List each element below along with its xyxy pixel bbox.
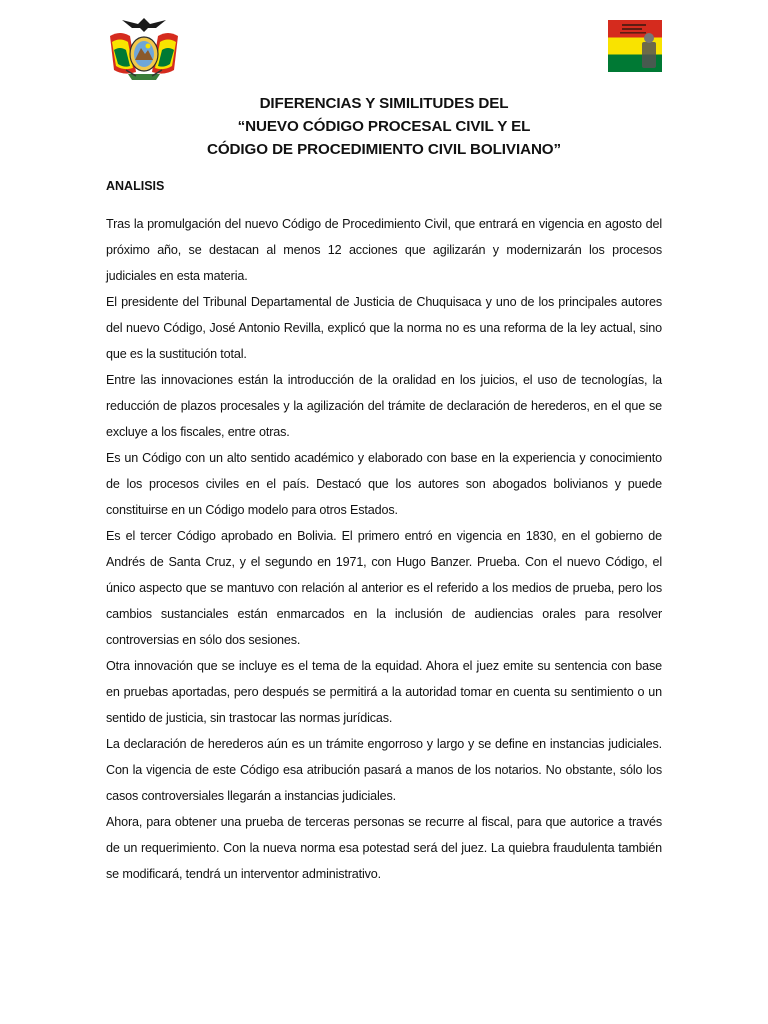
paragraph: Otra innovación que se incluye es el tema de la equidad. Ahora el juez emite su sentencia con base en pruebas aportadas, pero después se permitirá a la autoridad tomar en cuenta su sentimiento o un sentido de justicia, sin trastocar las normas jurídicas. [106,659,662,725]
title-line: “NUEVO CÓDIGO PROCESAL CIVIL Y EL [237,118,531,135]
title-line: CÓDIGO DE PROCEDIMIENTO CIVIL BOLIVIANO” [206,141,562,158]
paragraph: Entre las innovaciones están la introducción de la oralidad en los juicios, el uso de tecnologías, la reducción de plazos procesales y la agilización del trámite de declaración de herederos, en el que se excluye a los fiscales, entre otras. [106,373,662,439]
paragraph: El presidente del Tribunal Departamental de Justicia de Chuquisaca y uno de los principales autores del nuevo Código, José Antonio Revilla, explicó que la norma no es una reforma de la ley actual, sino que es la sustitución total. [106,295,662,361]
paragraph: La declaración de herederos aún es un trámite engorroso y largo y se define en instancias judiciales. Con la vigencia de este Código esa atribución pasará a manos de los notarios. No obstante, sólo los casos controversiales llegarán a instancias judiciales. [106,737,662,803]
paragraph: Es el tercer Código aprobado en Bolivia. El primero entró en vigencia en 1830, en el gobierno de Andrés de Santa Cruz, y el segundo en 1971, con Hugo Banzer. Prueba. Con el nuevo Código, el único aspecto que se mantuvo con relación al anterior es el referido a los medios de prueba, pero los cambios sustanciales están enmarcados en la inclusión de audiencias orales para resolver controversias en sólo dos sesiones. [106,529,662,647]
bolivia-coat-of-arms-icon [104,16,184,82]
document-body [106,211,662,887]
section-heading: ANALISIS [106,179,165,193]
bolivia-flag-logo-icon [608,20,662,72]
document-title [80,92,688,161]
paragraph: Ahora, para obtener una prueba de terceras personas se recurre al fiscal, para que autorice a través de un requerimiento. Con la nueva norma esa potestad será del juez. La quiebra fraudulenta también se modificará, tendrá un interventor administrativo. [106,815,662,881]
title-line: DIFERENCIAS Y SIMILITUDES DEL [259,95,509,112]
paragraph: Es un Código con un alto sentido académico y elaborado con base en la experiencia y conocimiento de los procesos civiles en el país. Destacó que los autores son abogados bolivianos y puede constituirse en un Código modelo para otros Estados. [106,451,662,517]
paragraph: Tras la promulgación del nuevo Código de Procedimiento Civil, que entrará en vigencia en agosto del próximo año, se destacan al menos 12 acciones que agilizarán y modernizarán los procesos judiciales en esta materia. [106,217,662,283]
